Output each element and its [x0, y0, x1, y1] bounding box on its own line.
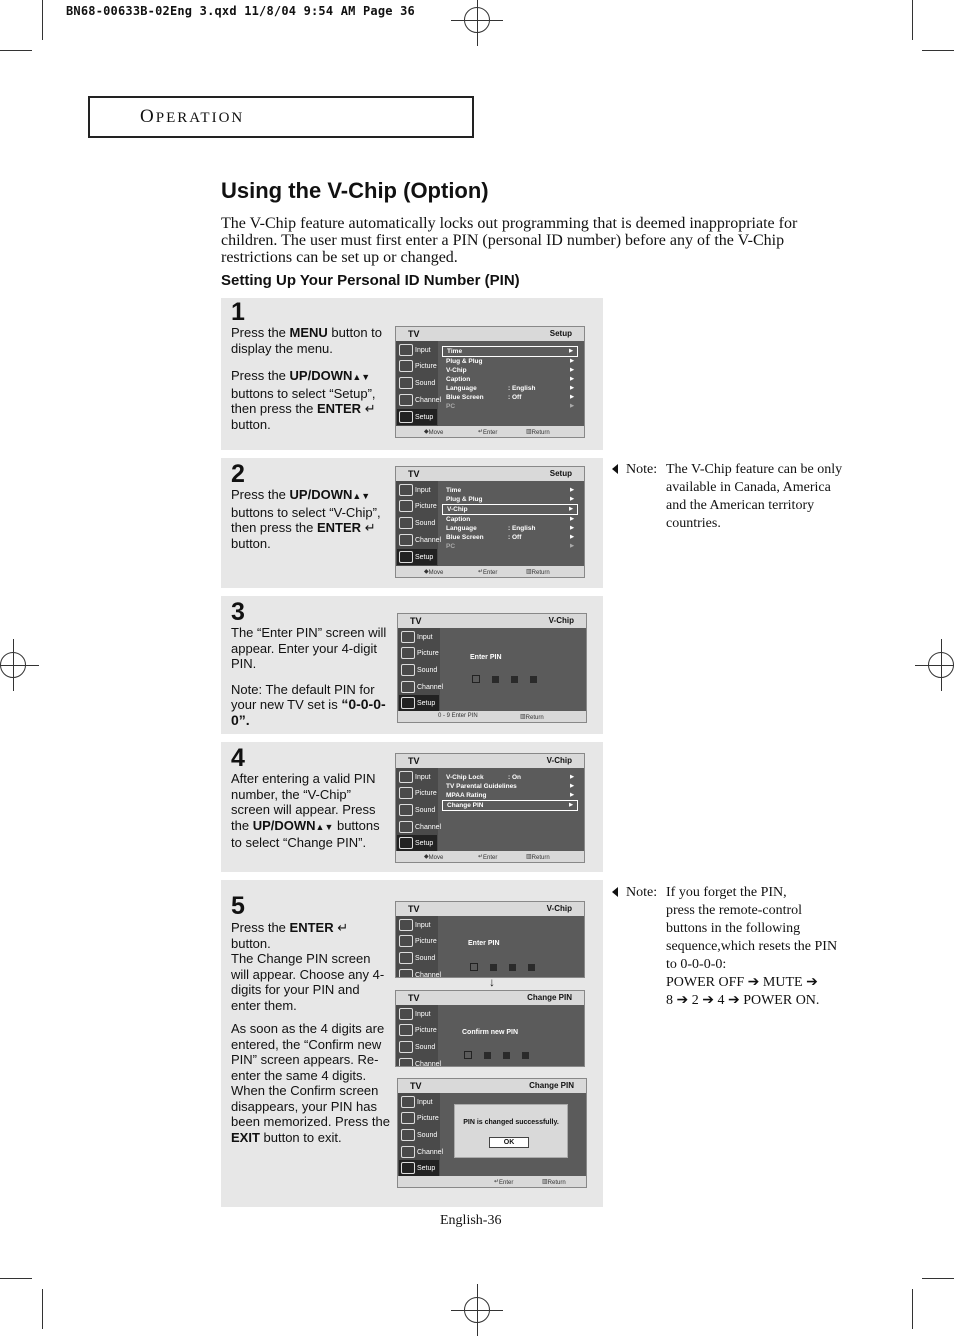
- input-icon: [399, 484, 413, 496]
- side-input: Input: [397, 482, 437, 498]
- screen-title-bar: TV V-Chip: [396, 902, 584, 916]
- screen-bottom-bar: ◆ Move ↵ Enter ▥ Return: [396, 566, 584, 577]
- registration-mark: [928, 652, 954, 678]
- side-channel: Channel: [399, 679, 439, 695]
- picture-icon: [401, 1112, 415, 1124]
- tv-screen-enter-pin: [395, 901, 585, 978]
- screen-sidebar: [396, 768, 442, 851]
- side-setup: Setup: [397, 549, 437, 565]
- side-input: Input: [397, 1006, 437, 1022]
- step-number: 2: [231, 460, 245, 488]
- menu-vchip: V-Chip ▶: [442, 504, 578, 515]
- input-icon: [399, 919, 413, 931]
- side-picture: Picture: [397, 785, 437, 801]
- menu-mpaa: MPAA Rating ▶: [446, 792, 574, 799]
- channel-icon: [399, 821, 413, 833]
- menu-pc: PC ▶: [446, 403, 574, 410]
- enter-pin-label: Enter PIN: [470, 654, 502, 661]
- step-5: [221, 880, 603, 1207]
- side-input: Input: [397, 342, 437, 358]
- screen-title-bar: TV Change PIN: [396, 991, 584, 1005]
- sound-icon: [399, 804, 413, 816]
- note-vchip-availability: Note: The V-Chip feature can be only available in Canada, America and the American territory countries.: [612, 461, 852, 541]
- tv-screen-pin-changed: [397, 1078, 587, 1188]
- input-icon: [401, 631, 415, 643]
- menu-pc: PC ▶: [446, 543, 574, 550]
- crop-mark: [912, 0, 913, 40]
- setup-icon: [401, 697, 415, 709]
- side-picture: Picture: [399, 1110, 439, 1126]
- side-channel: Channel: [399, 1144, 439, 1160]
- registration-mark: [0, 652, 26, 678]
- step-4: [221, 742, 603, 872]
- intro-paragraph: The V-Chip feature automatically locks out programming that is deemed inappropriate for children. The user must first enter a PIN (personal ID number) before any of the V-Chip restrictions can be set up or changed.: [221, 215, 798, 266]
- setup-menu: [442, 346, 578, 411]
- menu-language: Language : English ▶: [446, 525, 574, 532]
- setup-icon: [399, 411, 413, 423]
- pin-changed-dialog: [454, 1104, 568, 1158]
- menu-vchip-lock: V-Chip Lock : On ▶: [446, 774, 574, 781]
- side-sound: Sound: [397, 1039, 437, 1055]
- tv-screen-setup: [395, 326, 585, 438]
- step-number: 1: [231, 298, 245, 326]
- picture-icon: [399, 500, 413, 512]
- menu-plug: Plug & Plug ▶: [446, 496, 574, 503]
- tv-screen-vchip: [395, 753, 585, 863]
- screen-bottom-bar: ↵ Enter ▥ Return: [398, 1176, 586, 1187]
- subtitle: Setting Up Your Personal ID Number (PIN): [221, 272, 520, 289]
- pin-digit-boxes: [472, 670, 549, 688]
- pin-changed-message: PIN is changed successfully.: [463, 1119, 559, 1126]
- input-icon: [399, 344, 413, 356]
- screen-bottom-bar: 0 - 9 Enter PIN ▥ Return: [398, 711, 586, 722]
- crop-mark: [42, 0, 43, 40]
- side-channel: Channel: [397, 1056, 437, 1067]
- section-title: OPERATION: [140, 106, 245, 127]
- screen-bottom-bar: ◆ Move ↵ Enter ▥ Return: [396, 851, 584, 862]
- screen-title-bar: TV V-Chip: [396, 754, 584, 768]
- step-number: 3: [231, 598, 245, 626]
- pin-digit-boxes: [470, 958, 547, 976]
- side-picture: Picture: [397, 498, 437, 514]
- menu-time: Time ▶: [446, 487, 574, 494]
- tv-screen-confirm-pin: [395, 990, 585, 1067]
- setup-menu: [442, 486, 578, 551]
- menu-change-pin: Change PIN ▶: [442, 800, 578, 811]
- sound-icon: [399, 1041, 413, 1053]
- sound-icon: [399, 377, 413, 389]
- enter-pin-label: Enter PIN: [468, 940, 500, 947]
- side-setup: Setup: [397, 409, 437, 425]
- side-channel: Channel: [397, 392, 437, 408]
- confirm-pin-label: Confirm new PIN: [462, 1029, 519, 1036]
- step-1: [221, 298, 603, 450]
- menu-plug: Plug & Plug ▶: [446, 358, 574, 365]
- side-picture: Picture: [397, 358, 437, 374]
- screen-sidebar: [396, 481, 442, 566]
- picture-icon: [399, 935, 413, 947]
- crop-mark: [42, 1289, 43, 1329]
- side-setup: Setup: [397, 835, 437, 851]
- channel-icon: [401, 1146, 415, 1158]
- menu-vchip: V-Chip ▶: [446, 367, 574, 374]
- screen-title-bar: TV Setup: [396, 327, 584, 341]
- menu-caption: Caption ▶: [446, 516, 574, 523]
- side-picture: Picture: [397, 1022, 437, 1038]
- tv-screen-setup-vchip: [395, 466, 585, 578]
- side-sound: Sound: [399, 1127, 439, 1143]
- menu-bluescreen: Blue Screen : Off ▶: [446, 394, 574, 401]
- input-icon: [401, 1096, 415, 1108]
- side-input: Input: [397, 917, 437, 933]
- step-number: 4: [231, 744, 245, 772]
- side-sound: Sound: [397, 950, 437, 966]
- screen-title-bar: TV Setup: [396, 467, 584, 481]
- side-picture: Picture: [399, 645, 439, 661]
- side-input: Input: [399, 629, 439, 645]
- step-2: [221, 458, 603, 588]
- setup-icon: [401, 1162, 415, 1174]
- crop-mark: [922, 50, 954, 51]
- note-arrow-icon: [612, 887, 618, 897]
- channel-icon: [401, 681, 415, 693]
- screen-sidebar: [396, 341, 442, 426]
- screen-title-bar: TV V-Chip: [398, 614, 586, 628]
- down-arrow-icon: ↓: [489, 975, 495, 989]
- step-3: [221, 596, 603, 734]
- step-text: After entering a valid PIN number, the “V-Chip” screen will appear. Press the UP/DOWN▲▼ buttons to select “Change PIN”.: [231, 771, 380, 850]
- setup-icon: [399, 551, 413, 563]
- side-channel: Channel: [397, 967, 437, 978]
- menu-caption: Caption ▶: [446, 376, 574, 383]
- crop-mark: [0, 1278, 32, 1279]
- note-arrow-icon: [612, 464, 618, 474]
- step-text: Press the UP/DOWN▲▼ buttons to select “V-Chip”, then press the ENTER ↵ button.: [231, 487, 381, 551]
- channel-icon: [399, 969, 413, 978]
- menu-language: Language : English ▶: [446, 385, 574, 392]
- menu-tv-parental: TV Parental Guidelines ▶: [446, 783, 574, 790]
- picture-icon: [399, 1024, 413, 1036]
- sound-icon: [401, 1129, 415, 1141]
- side-setup: Setup: [399, 1160, 439, 1176]
- crop-mark: [0, 50, 32, 51]
- pin-digit-boxes: [464, 1046, 541, 1064]
- step-text: The “Enter PIN” screen will appear. Enter your 4-digit PIN. Note: The default PIN for your new TV set is “0-0-0-0”.: [231, 625, 387, 728]
- screen-sidebar: [398, 1093, 444, 1176]
- registration-mark: [464, 1297, 490, 1323]
- picture-icon: [399, 787, 413, 799]
- side-input: Input: [397, 769, 437, 785]
- step-text: Press the ENTER ↵ button. The Change PIN screen will appear. Choose any 4-digits for your PIN and enter them. As soon as the 4 digits are entered, the “Confirm new PIN” screen appears. Re-enter the same 4 digits. When the Confirm screen disappears, your PIN has been memorized. Press the EXIT button to exit.: [231, 920, 390, 1145]
- screen-title-bar: TV Change PIN: [398, 1079, 586, 1093]
- vchip-menu: [442, 773, 578, 811]
- registration-mark: [464, 7, 490, 33]
- crop-mark: [922, 1278, 954, 1279]
- page-footer: English-36: [440, 1213, 502, 1228]
- page-title: Using the V-Chip (Option): [221, 178, 489, 203]
- side-sound: Sound: [397, 515, 437, 531]
- ok-button[interactable]: OK: [489, 1137, 529, 1148]
- sound-icon: [401, 664, 415, 676]
- input-icon: [399, 771, 413, 783]
- menu-bluescreen: Blue Screen : Off ▶: [446, 534, 574, 541]
- crop-mark: [912, 1289, 913, 1329]
- channel-icon: [399, 534, 413, 546]
- menu-time: Time ▶: [442, 346, 578, 357]
- side-sound: Sound: [397, 375, 437, 391]
- screen-bottom-bar: ◆ Move ↵ Enter ▥ Return: [396, 426, 584, 437]
- side-setup: Setup: [399, 695, 439, 711]
- side-input: Input: [399, 1094, 439, 1110]
- side-channel: Channel: [397, 819, 437, 835]
- screen-sidebar: [398, 628, 444, 711]
- sound-icon: [399, 517, 413, 529]
- channel-icon: [399, 394, 413, 406]
- setup-icon: [399, 837, 413, 849]
- side-picture: Picture: [397, 933, 437, 949]
- side-sound: Sound: [397, 802, 437, 818]
- side-sound: Sound: [399, 662, 439, 678]
- step-text: Press the MENU button to display the menu. Press the UP/DOWN▲▼ buttons to select “Setup”, then press the ENTER ↵ button.: [231, 325, 383, 432]
- picture-icon: [399, 360, 413, 372]
- channel-icon: [399, 1058, 413, 1067]
- screen-sidebar: [396, 916, 442, 978]
- step-number: 5: [231, 892, 245, 920]
- note-forgot-pin: Note: If you forget the PIN, press the remote-control buttons in the following sequence,which resets the PIN to 0-0-0-0: POWER OFF ➔ MUTE ➔ 8 ➔ 2 ➔ 4 ➔ POWER ON.: [612, 884, 862, 1014]
- side-channel: Channel: [397, 532, 437, 548]
- sound-icon: [399, 952, 413, 964]
- tv-screen-enter-pin: [397, 613, 587, 723]
- print-header: BN68-00633B-02Eng 3.qxd 11/8/04 9:54 AM Page 36: [66, 4, 415, 18]
- input-icon: [399, 1008, 413, 1020]
- screen-sidebar: [396, 1005, 442, 1067]
- picture-icon: [401, 647, 415, 659]
